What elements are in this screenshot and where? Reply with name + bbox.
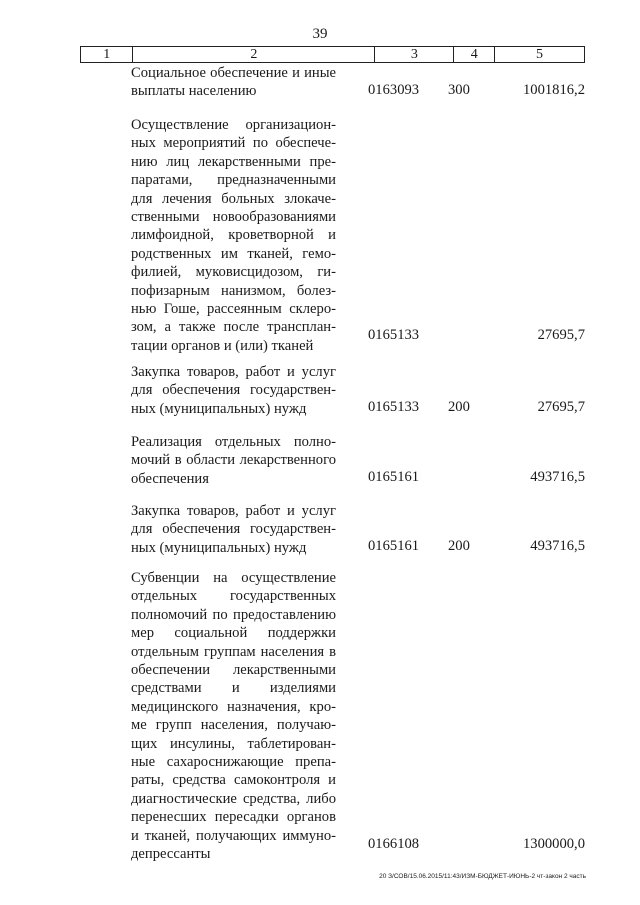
row-code: 0166108	[368, 836, 420, 852]
row-amount: 1300000,0	[522, 836, 585, 852]
header-col-3: 3	[375, 47, 454, 63]
row-expense-type: 200	[448, 538, 470, 554]
row-code: 0165133	[368, 399, 420, 415]
row-expense-type: 200	[448, 399, 470, 415]
row-expense-type: 300	[448, 82, 470, 98]
row-amount: 493716,5	[530, 469, 585, 485]
row-amount: 493716,5	[530, 538, 585, 554]
header-col-5: 5	[495, 47, 585, 63]
row-code: 0165161	[368, 469, 420, 485]
row-amount: 27695,7	[537, 327, 585, 343]
row-description: Закупка товаров, работ и услуг для обеспечения государственных (муниципальных) нужд	[131, 503, 336, 556]
row-description: Закупка товаров, работ и услуг для обеспечения государственных (муниципальных) нужд	[131, 364, 336, 417]
header-col-2: 2	[133, 47, 375, 63]
page-number: 39	[312, 26, 328, 42]
row-description: Осуществление организационных мероприятий по обеспечению лиц лекарственными препаратами, предназначенными для лечения больных злокачественными новообразованиями лимфоидной, кроветворной и родственных им тканей, гемофилией, муковисцидозом, гипофизарным нанизмом, болезнью Гоше, рассеянным склерозом, а также после трансплантации органов и (или) тканей	[131, 117, 336, 354]
column-number-header	[80, 46, 585, 63]
document-footer: 20 З/СОВ/15.06.2015/11:43/ИЗМ-БЮДЖЕТ-ИЮНЬ-2 чт-закон 2 часть	[379, 873, 586, 880]
row-amount: 27695,7	[537, 399, 585, 415]
row-description: Социальное обеспечение и иные выплаты населению	[131, 65, 336, 100]
row-code: 0165161	[368, 538, 420, 554]
row-code: 0165133	[368, 327, 420, 343]
header-col-4: 4	[454, 47, 495, 63]
row-code: 0163093	[368, 82, 420, 98]
row-amount: 1001816,2	[522, 82, 585, 98]
row-description: Реализация отдельных полномочий в области лекарственного обеспечения	[131, 434, 336, 487]
header-col-1: 1	[81, 47, 133, 63]
row-description: Субвенции на осуществление отдельных государственных полномочий по предоставлению мер социальной поддержки отдельным группам населения в обеспечении лекарственными средствами и изделиями медицинского назначения, кроме групп населения, получающих инсулины, таблетированные сахароснижающие препараты, средства самоконтроля и диагностические средства, либо перенесших пересадки органов и тканей, получающих иммунодепрессанты	[131, 570, 336, 863]
